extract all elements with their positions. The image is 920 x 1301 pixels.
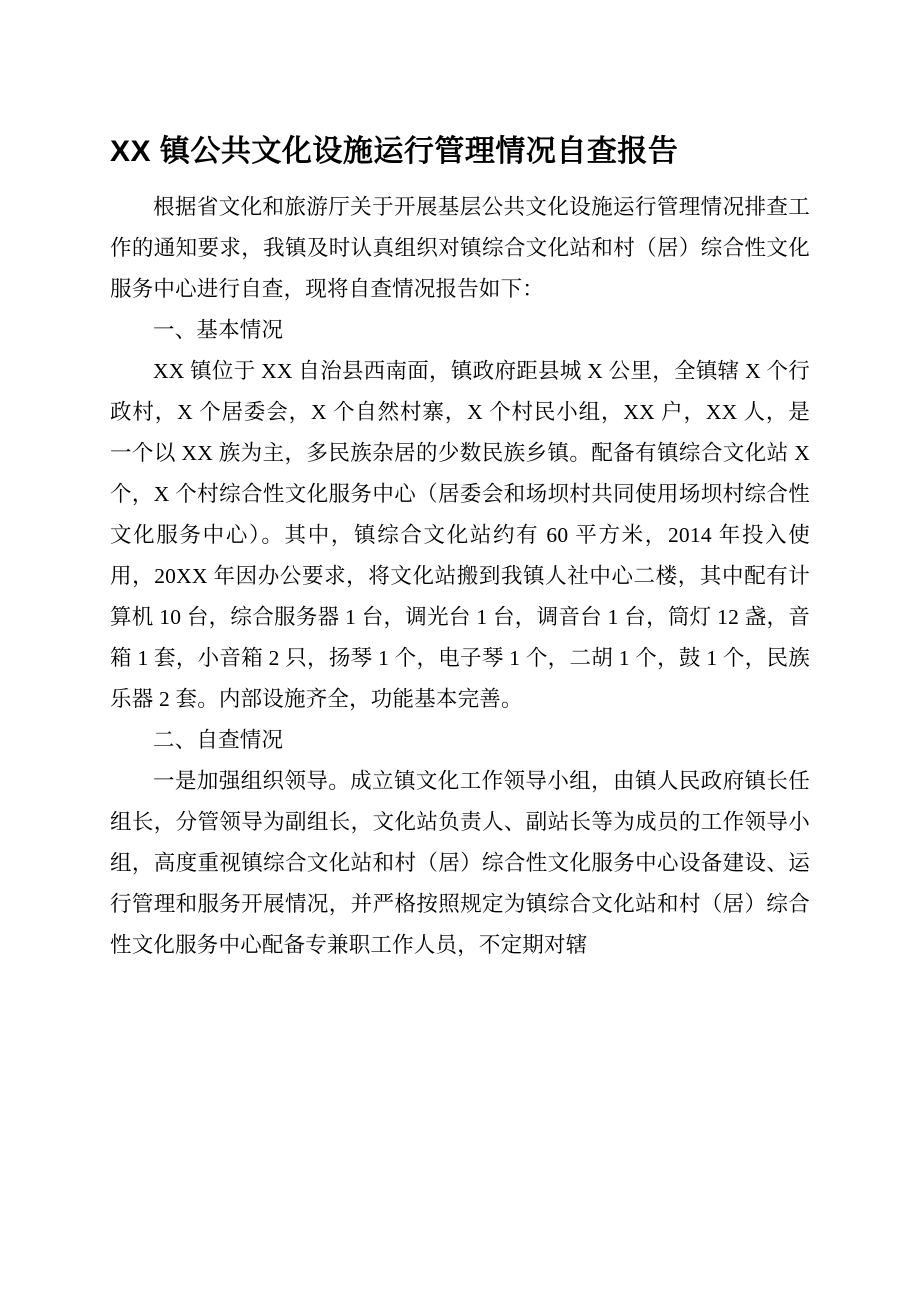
page-title: XX 镇公共文化设施运行管理情况自查报告	[110, 135, 679, 168]
document-body	[110, 132, 810, 966]
paragraph-self-inspection: 一是加强组织领导。成立镇文化工作领导小组，由镇人民政府镇长任组长，分管领导为副组长，文化站负责人、副站长等为成员的工作领导小组，高度重视镇综合文化站和村（居）综合性文化服务中心设备建设、运行管理和服务开展情况，并严格按照规定为镇综合文化站和村（居）综合性文化服务中心配备专兼职工作人员，不定期对辖	[110, 769, 810, 957]
section-heading-self-inspection: 二、自查情况	[153, 728, 284, 752]
paragraph-basic-situation: XX 镇位于 XX 自治县西南面，镇政府距县城 X 公里，全镇辖 X 个行政村，X 个居委会，X 个自然村寨，X 个村民小组，XX 户，XX 人，是一个以 XX 族为主，多民族杂居的少数民族乡镇。配备有镇综合文化站 X 个，X 个村综合性文化服务中心（居委会和场坝村共同使用场坝村综合性文化服务中心）。其中，镇综合文化站约有 60 平方米，2014 年投入使用，20XX 年因办公要求，将文化站搬到我镇人社中心二楼，其中配有计算机 10 台，综合服务器 1 台，调光台 1 台，调音台 1 台，筒灯 12 盏，音箱 1 套，小音箱 2 只，扬琴 1 个，电子琴 1 个，二胡 1 个，鼓 1 个，民族乐器 2 套。内部设施齐全，功能基本完善。	[110, 359, 810, 711]
section-heading-basic-situation: 一、基本情况	[153, 318, 284, 342]
paragraph-intro: 根据省文化和旅游厅关于开展基层公共文化设施运行管理情况排查工作的通知要求，我镇及时认真组织对镇综合文化站和村（居）综合性文化服务中心进行自查，现将自查情况报告如下：	[110, 195, 810, 301]
